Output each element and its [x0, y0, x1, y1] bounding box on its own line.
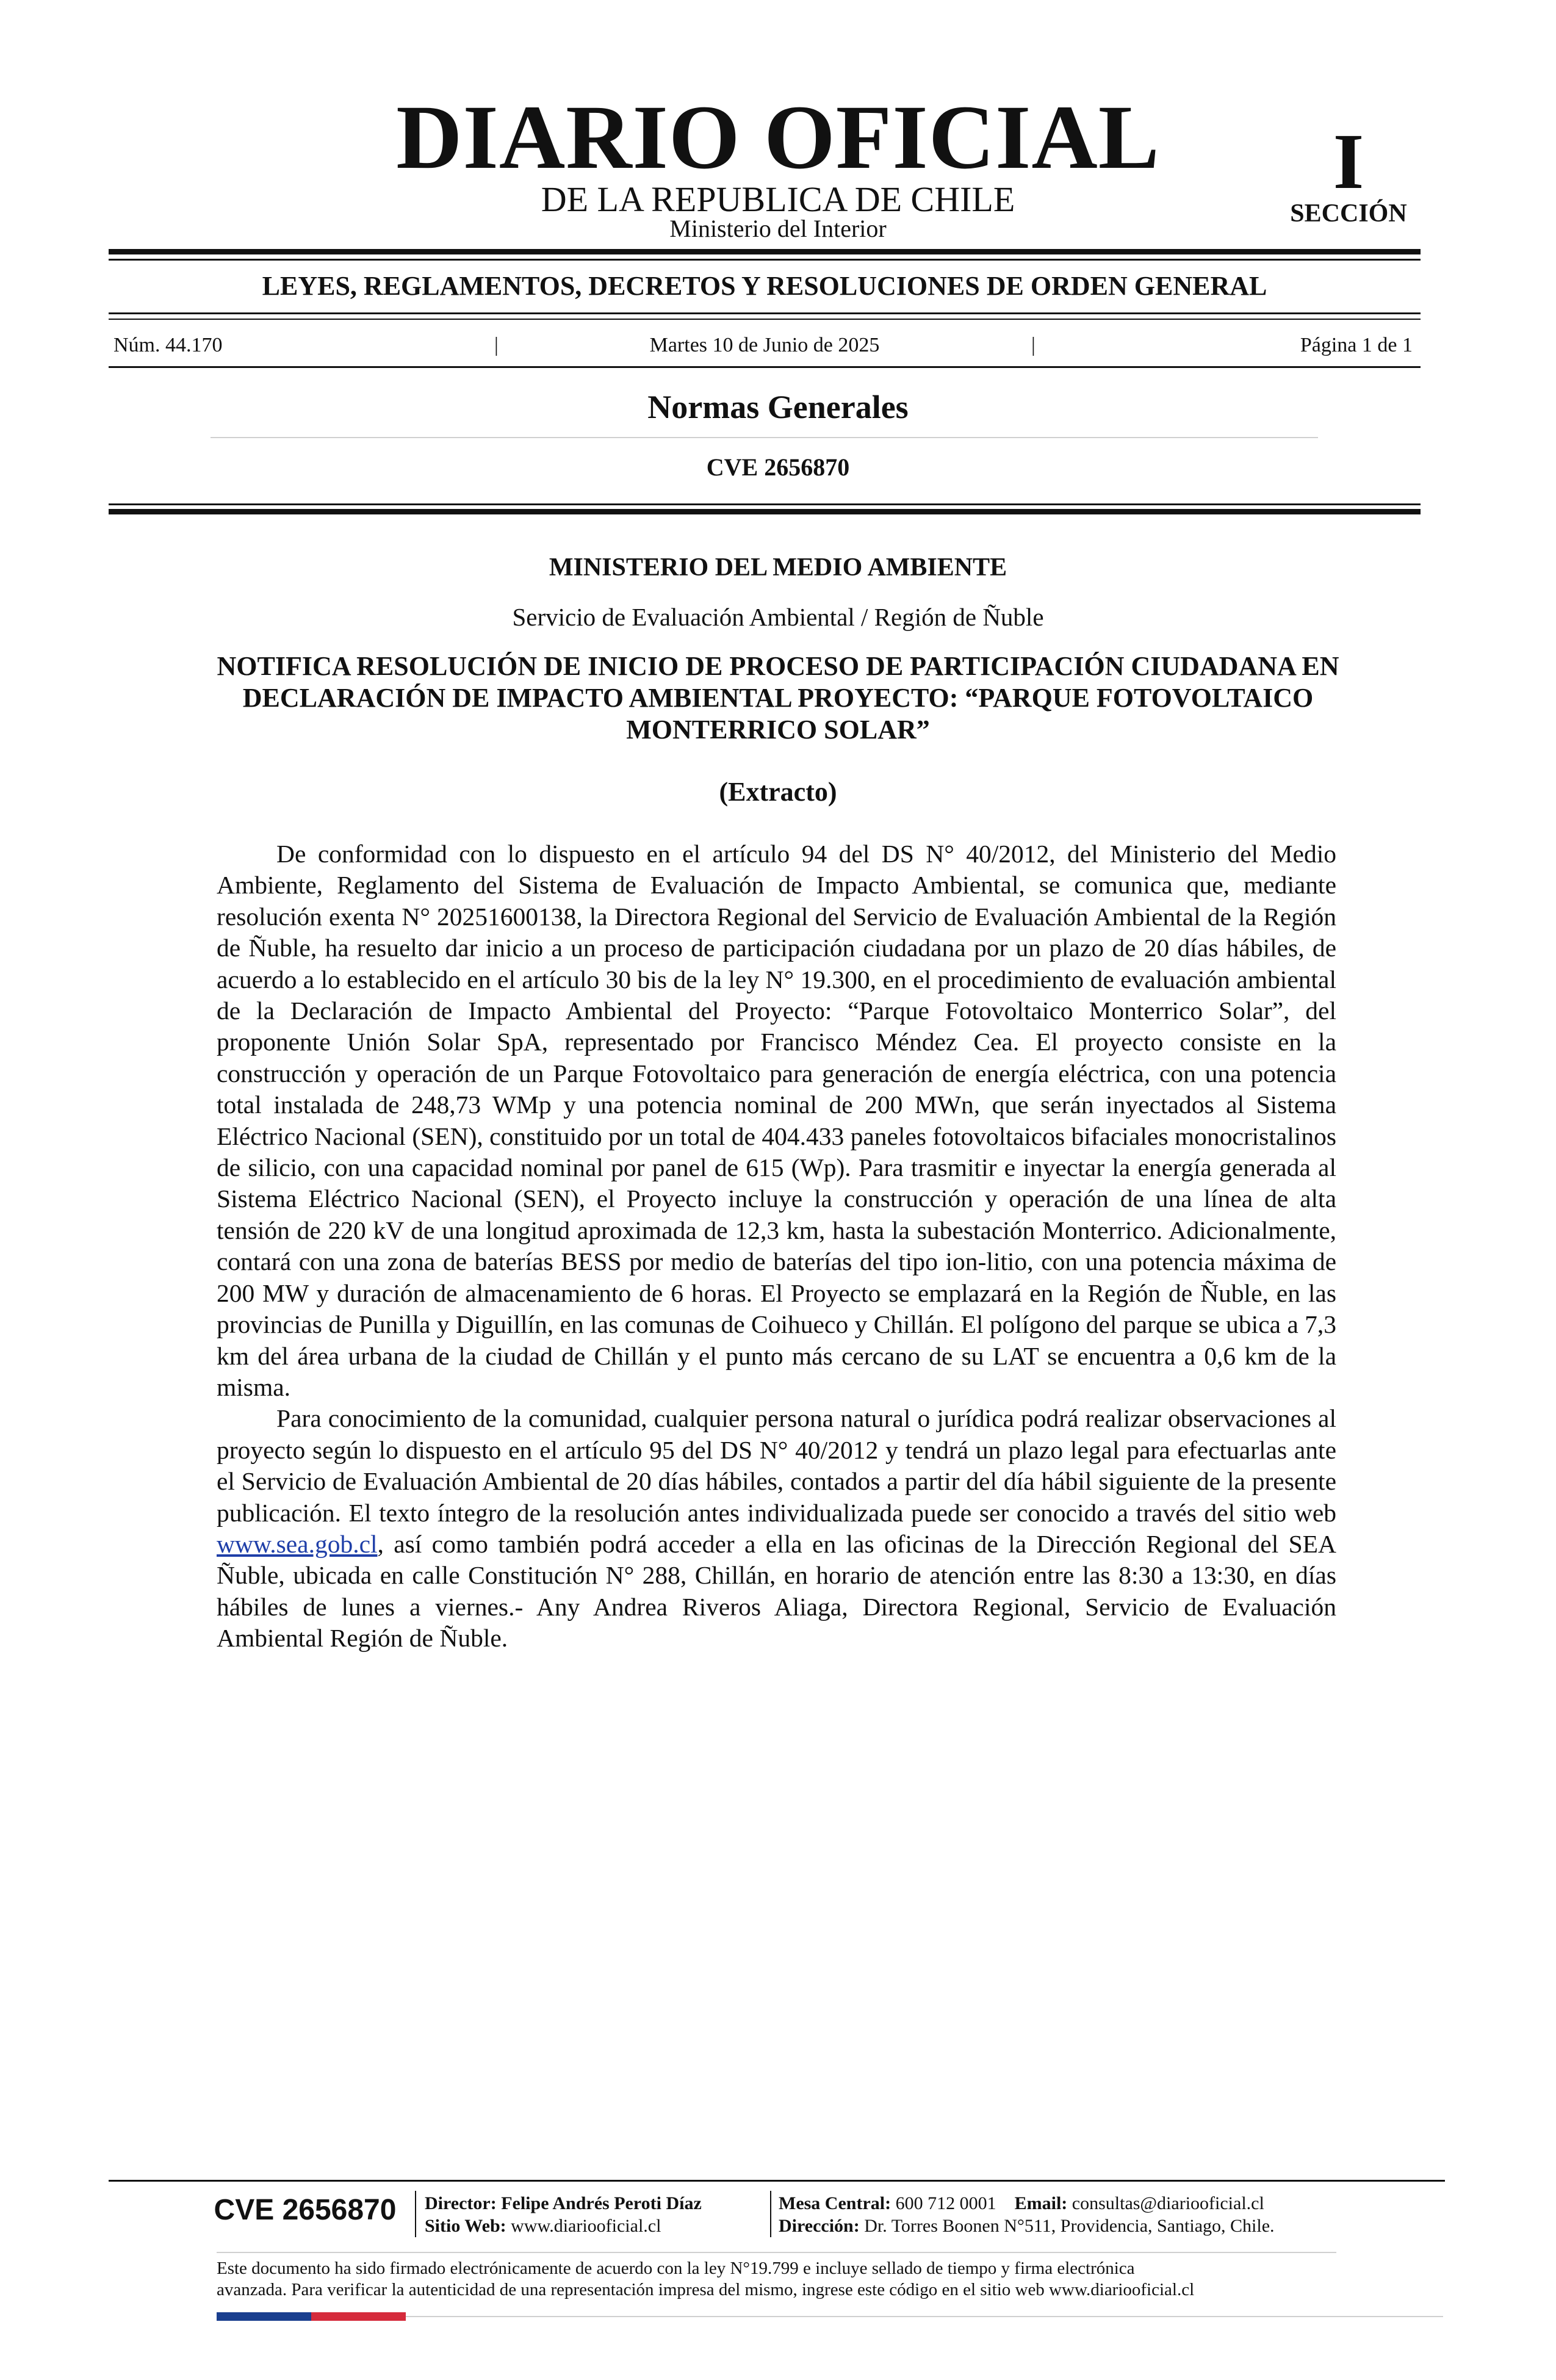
footer-cve: CVE 2656870	[214, 2194, 397, 2226]
header-divider-thin	[109, 503, 1421, 505]
document-body	[217, 838, 1336, 1654]
masthead-subtitle: DE LA REPUBLICA DE CHILE	[541, 179, 1015, 219]
masthead-ministry: Ministerio del Interior	[669, 215, 887, 242]
flag-bar-grey	[406, 2316, 1443, 2317]
body-paragraph-1: De conformidad con lo dispuesto en el artículo 94 del DS N° 40/2012, del Ministerio del Medio Ambiente, Reglamento del Sistema de Evaluación de Impacto Ambiental, se comunica que, mediante resolución exenta N° 20251600138, la Directora Regional del Servicio de Evaluación Ambiental de la Región de Ñuble, ha resuelto dar inicio a un proceso de participación ciudadana por un plazo de 20 días hábiles, de acuerdo a lo establecido en el artículo 30 bis de la ley N° 19.300, en el procedimiento de evaluación ambiental de la Declaración de Impacto Ambiental del Proyecto: “Parque Fotovoltaico Monterrico Solar”, del proponente Unión Solar SpA, representado por Francisco Méndez Cea. El proyecto consiste en la construcción y operación de un Parque Fotovoltaico para generación de energía eléctrica, con una potencia total instalada de 248,73 WMp y una potencia nominal de 200 MWn, que serán inyectados al Sistema Eléctrico Nacional (SEN), constituido por un total de 404.433 paneles fotovoltaicos bifaciales monocristalinos de silicio, con una capacidad nominal por panel de 615 (Wp). Para trasmitir e inyectar la energía generada al Sistema Eléctrico Nacional (SEN), el Proyecto incluye la construcción y operación de una línea de alta tensión de 220 kV de una longitud aproximada de 12,3 km, hasta la subestación Monterrico. Adicionalmente, contará con una zona de baterías BESS por medio de baterías del tipo ion-litio, con una potencia máxima de 200 MW y duración de almacenamiento de 6 horas. El Proyecto se emplazará en la Región de Ñuble, en las provincias de Punilla y Diguillín, en las comunas de Coihueco y Chillán. El polígono del parque se ubica a 7,3 km del área urbana de la ciudad de Chillán y el punto más cercano de su LAT se encuentra a 0,6 km de la misma.	[217, 840, 1336, 1401]
flag-bar-blue	[217, 2312, 311, 2321]
section-label: SECCIÓN	[1290, 200, 1407, 228]
email-link[interactable]: consultas@diariooficial.cl	[1072, 2193, 1264, 2213]
footer-director-block	[425, 2192, 702, 2237]
footer-column-divider	[770, 2191, 771, 2237]
masthead-divider-thin	[109, 259, 1421, 261]
address-label: Dirección:	[779, 2216, 860, 2236]
category-band: LEYES, REGLAMENTOS, DECRETOS Y RESOLUCIONES DE ORDEN GENERAL	[262, 271, 1267, 301]
document-ministry: MINISTERIO DEL MEDIO AMBIENTE	[549, 554, 1007, 582]
paragraph-2-text: Para conocimiento de la comunidad, cualquier persona natural o jurídica podrá realizar observaciones al proyecto según lo dispuesto en el artículo 95 del DS N° 40/2012 y tendrá un plazo legal para efectuarlas ante el Servicio de Evaluación Ambiental de 20 días hábiles, contados a partir del día hábil siguiente de la presente publicación. El texto íntegro de la resolución antes individualizada puede ser conocido a través del sitio web	[217, 1404, 1336, 1527]
paragraph-2-text-end: , así como también podrá acceder a ella en las oficinas de la Dirección Regional del SEA Ñuble, ubicada en calle Constitución N° 288, Chillán, en horario de atención entre las 8:30 a 13:30, en días hábiles de lunes a viernes.- Any Andrea Riveros Aliaga, Directora Regional, Servicio de Evaluación Ambiental Región de Ñuble.	[217, 1529, 1336, 1653]
body-paragraph-2	[217, 1403, 1336, 1654]
info-divider	[109, 366, 1421, 368]
footer-contact-block	[779, 2192, 1275, 2237]
issue-separator: |	[494, 334, 499, 356]
sea-website-link[interactable]: www.sea.gob.cl	[217, 1529, 378, 1558]
section-heading-underline	[211, 437, 1318, 438]
footer-note-divider	[217, 2252, 1336, 2253]
issue-date: Martes 10 de Junio de 2025	[649, 334, 880, 356]
document-heading: NOTIFICA RESOLUCIÓN DE INICIO DE PROCESO DE PARTICIPACIÓN CIUDADANA EN DECLARACIÓN DE IMPACTO AMBIENTAL PROYECTO: “PARQUE FOTOVOLTAICO MONTERRICO SOLAR”	[217, 651, 1339, 745]
section-heading-title: Normas Generales	[647, 389, 909, 425]
masthead-title: DIARIO OFICIAL	[396, 87, 1160, 188]
email-label: Email:	[1014, 2193, 1068, 2213]
extract-label: (Extracto)	[719, 777, 837, 807]
band-divider-top	[109, 312, 1421, 314]
header-divider-thick	[109, 509, 1421, 514]
band-divider-bottom	[109, 319, 1421, 320]
masthead-divider-thick	[109, 249, 1421, 254]
issue-number: Núm. 44.170	[113, 334, 223, 356]
flag-bar-red	[311, 2312, 406, 2321]
footer-divider	[109, 2180, 1445, 2182]
document-cve: CVE 2656870	[706, 453, 850, 481]
section-number: I	[1333, 118, 1364, 206]
page-indicator: Página 1 de 1	[1300, 334, 1413, 356]
footer-column-divider	[415, 2191, 416, 2237]
director-name: Felipe Andrés Peroti Díaz	[501, 2193, 702, 2213]
website-link[interactable]: www.diariooficial.cl	[511, 2216, 661, 2236]
phone-label: Mesa Central:	[779, 2193, 891, 2213]
website-label: Sitio Web:	[425, 2216, 506, 2236]
footer-note	[217, 2258, 1336, 2301]
director-label: Director:	[425, 2193, 497, 2213]
address-value: Dr. Torres Boonen N°511, Providencia, Santiago, Chile.	[864, 2216, 1275, 2236]
issue-separator: |	[1031, 334, 1036, 356]
document-service: Servicio de Evaluación Ambiental / Región de Ñuble	[512, 603, 1044, 631]
phone-value: 600 712 0001	[895, 2193, 996, 2213]
footer-note-line: Este documento ha sido firmado electrónicamente de acuerdo con la ley N°19.799 e incluye sellado de tiempo y firma electrónica	[217, 2259, 1135, 2278]
footer-note-line: avanzada. Para verificar la autenticidad de una representación impresa del mismo, ingrese este código en el sitio web www.diariooficial.cl	[217, 2280, 1195, 2299]
